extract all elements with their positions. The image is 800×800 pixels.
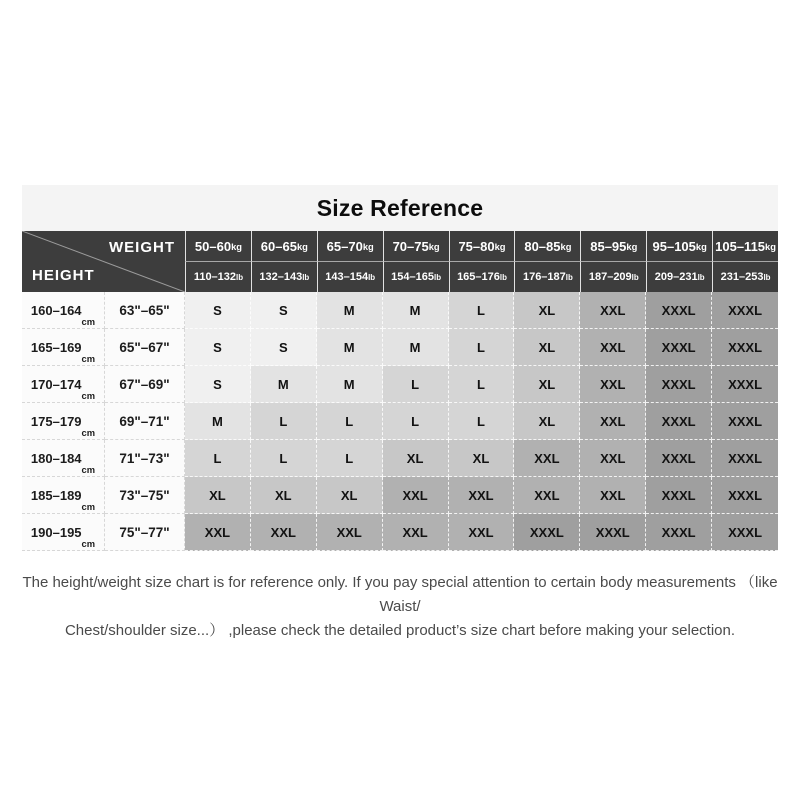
size-cell-value: L	[345, 413, 354, 429]
size-cell	[449, 514, 515, 551]
size-cell-value: S	[278, 302, 288, 318]
weight-lb-cell	[712, 262, 778, 292]
weight-lb-cell-value: 187–209	[588, 271, 632, 283]
size-cell	[646, 477, 712, 514]
height-cell	[22, 440, 105, 477]
height-inches-cell-value: 69"–71"	[119, 413, 170, 429]
size-cell-value: S	[213, 302, 222, 318]
size-cell	[383, 477, 449, 514]
size-cell-value: XXL	[600, 487, 626, 503]
size-cell-value: XL	[538, 339, 556, 355]
weight-lb-cell	[514, 262, 580, 292]
size-cell	[580, 366, 646, 403]
size-cell-value: XXL	[600, 339, 626, 355]
size-cell	[712, 292, 778, 329]
weight-kg-cell	[383, 231, 449, 262]
size-cell	[251, 403, 317, 440]
weight-lb-cell	[251, 262, 317, 292]
title-bar	[22, 185, 778, 231]
weight-kg-cell-value: 70–75	[392, 238, 429, 254]
size-cell-value: L	[345, 450, 354, 466]
weight-lb-cell	[580, 262, 646, 292]
size-cell	[646, 329, 712, 366]
weight-kg-cell-unit: kg	[296, 241, 308, 252]
height-cell-unit: cm	[81, 465, 96, 475]
size-cell-value: L	[477, 376, 485, 392]
size-cell-value: M	[409, 302, 421, 318]
height-inches-cell	[105, 366, 185, 403]
size-cell-value: XL	[406, 450, 424, 466]
weight-lb-cell-unit: lb	[763, 273, 771, 282]
size-reference-chart	[22, 185, 778, 551]
size-cell	[712, 440, 778, 477]
disclaimer-line-2: Chest/shoulder size...） ,please check the detailed product’s size chart before making your selection.	[64, 622, 736, 639]
size-cell-value: XL	[538, 413, 556, 429]
disclaimer-line-1: The height/weight size chart is for reference only. If you pay special attention to certain body measurements （like Waist/	[22, 574, 778, 615]
size-cell	[185, 514, 251, 551]
size-cell	[251, 477, 317, 514]
height-cell-unit: cm	[81, 354, 96, 364]
size-cell-value: S	[278, 339, 288, 355]
size-cell	[317, 440, 383, 477]
height-cell	[22, 403, 105, 440]
size-cell-value: XXL	[204, 524, 231, 540]
size-cell	[251, 514, 317, 551]
weight-lb-cell-unit: lb	[565, 273, 573, 282]
size-cell	[383, 514, 449, 551]
size-cell-value: L	[477, 413, 485, 429]
size-cell	[185, 366, 251, 403]
height-cell-unit: cm	[81, 317, 96, 327]
size-cell	[449, 366, 515, 403]
size-cell	[317, 403, 383, 440]
height-cell-unit: cm	[81, 539, 96, 549]
weight-kg-cell-unit: kg	[362, 241, 374, 252]
weight-kg-cell-unit: kg	[231, 241, 242, 252]
size-cell-value: XXXL	[661, 339, 696, 355]
weight-kg-cell	[251, 231, 317, 262]
size-cell	[185, 329, 251, 366]
weight-lb-cell-value: 231–253	[720, 271, 764, 283]
size-cell	[449, 403, 515, 440]
weight-kg-cell-value: 80–85	[524, 238, 561, 254]
height-cell-value: 170–174	[30, 376, 82, 392]
height-inches-cell-value: 63"–65"	[119, 302, 170, 318]
table-row	[22, 366, 778, 403]
size-cell-value: M	[277, 376, 289, 392]
size-cell-value: XXL	[468, 524, 494, 540]
weight-lb-cell-value: 110–132	[193, 271, 237, 283]
size-cell	[580, 477, 646, 514]
table-row	[22, 403, 778, 440]
size-cell-value: M	[343, 302, 355, 318]
size-cell	[251, 292, 317, 329]
height-cell-value: 180–184	[30, 450, 82, 466]
size-cell	[317, 514, 383, 551]
weight-lb-cell-unit: lb	[302, 273, 310, 282]
size-cell	[514, 403, 580, 440]
size-cell-value: XXL	[534, 450, 560, 466]
size-cell	[383, 366, 449, 403]
size-cell	[514, 514, 580, 551]
height-cell	[22, 514, 105, 551]
page-title: Size Reference	[316, 194, 484, 221]
weight-lb-cell-value: 176–187	[522, 271, 566, 283]
height-cell-value: 165–169	[30, 339, 82, 355]
size-cell	[514, 329, 580, 366]
size-cell	[514, 366, 580, 403]
weight-lb-cell	[185, 262, 251, 292]
size-cell-value: XL	[340, 487, 358, 503]
size-cell	[317, 292, 383, 329]
weight-kg-cell	[449, 231, 515, 262]
size-cell-value: M	[343, 376, 355, 392]
height-inches-cell	[105, 477, 185, 514]
height-inches-cell	[105, 403, 185, 440]
size-cell	[646, 440, 712, 477]
height-cell-unit: cm	[81, 502, 96, 512]
size-cell	[580, 403, 646, 440]
height-inches-cell-value: 75"–77"	[119, 524, 170, 540]
size-cell-value: XXXL	[661, 487, 696, 503]
height-inches-cell	[105, 514, 185, 551]
size-cell-value: L	[477, 302, 485, 318]
size-cell-value: XXL	[270, 524, 296, 540]
height-axis-label: HEIGHT	[32, 267, 95, 284]
size-cell-value: XXL	[336, 524, 362, 540]
size-cell	[646, 366, 712, 403]
table-row	[22, 292, 778, 329]
size-cell	[383, 440, 449, 477]
table-row	[22, 514, 778, 551]
height-cell-unit: cm	[81, 391, 96, 401]
size-cell-value: XXXL	[529, 524, 564, 540]
size-cell	[251, 366, 317, 403]
size-cell-value: L	[477, 339, 485, 355]
height-inches-cell-value: 73"–75"	[119, 487, 170, 503]
height-inches-cell-value: 65"–67"	[119, 339, 170, 355]
size-cell-value: XXXL	[661, 524, 696, 540]
height-cell-value: 160–164	[30, 302, 82, 318]
size-cell	[383, 292, 449, 329]
weight-kg-cell	[712, 231, 778, 262]
size-cell	[712, 477, 778, 514]
size-cell	[317, 477, 383, 514]
table-row	[22, 440, 778, 477]
height-inches-cell	[105, 440, 185, 477]
weight-kg-cell-unit: kg	[765, 241, 776, 252]
weight-kg-cell	[514, 231, 580, 262]
weight-kg-cell-value: 95–105	[652, 238, 696, 254]
size-cell	[646, 514, 712, 551]
height-inches-cell-value: 67"–69"	[119, 376, 170, 392]
size-cell	[646, 403, 712, 440]
height-inches-cell	[105, 329, 185, 366]
table-row	[22, 477, 778, 514]
height-cell	[22, 292, 105, 329]
weight-lb-cell-unit: lb	[631, 273, 639, 282]
size-cell-value: L	[411, 376, 420, 392]
height-inches-cell	[105, 292, 185, 329]
size-cell-value: XL	[472, 450, 490, 466]
size-cell-value: XXXL	[728, 413, 763, 429]
size-cell-value: XXXL	[661, 450, 696, 466]
size-cell	[449, 477, 515, 514]
size-cell	[646, 292, 712, 329]
weight-lb-cell-value: 165–176	[457, 271, 500, 283]
size-cell-value: XXL	[402, 487, 428, 503]
weight-lb-cell-unit: lb	[368, 273, 376, 282]
weight-lb-cell-unit: lb	[236, 273, 244, 282]
weight-kg-cell-value: 60–65	[260, 238, 297, 254]
weight-kg-cell	[646, 231, 712, 262]
height-cell	[22, 329, 105, 366]
weight-kg-cell-unit: kg	[428, 241, 440, 252]
size-cell	[317, 366, 383, 403]
size-cell-value: XXXL	[661, 376, 696, 392]
size-cell	[712, 403, 778, 440]
height-cell	[22, 366, 105, 403]
height-cell	[22, 477, 105, 514]
size-cell-value: L	[279, 450, 288, 466]
size-cell-value: M	[212, 413, 223, 429]
size-cell	[712, 329, 778, 366]
size-cell	[514, 477, 580, 514]
size-cell	[383, 403, 449, 440]
weight-kg-cell	[580, 231, 646, 262]
size-cell	[580, 514, 646, 551]
size-cell-value: L	[279, 413, 288, 429]
weight-kg-cell-value: 75–80	[458, 238, 495, 254]
size-cell-value: XXXL	[595, 524, 630, 540]
size-cell	[712, 514, 778, 551]
weight-axis-label: WEIGHT	[109, 239, 175, 256]
size-cell-value: XXL	[600, 302, 626, 318]
size-cell	[514, 292, 580, 329]
weight-lb-cell-value: 132–143	[259, 271, 303, 283]
size-cell-value: M	[343, 339, 355, 355]
weight-kg-cell-value: 85–95	[590, 238, 627, 254]
size-cell	[580, 292, 646, 329]
size-cell-value: XL	[538, 376, 556, 392]
size-cell-value: XXXL	[661, 302, 696, 318]
size-cell	[449, 440, 515, 477]
weight-kg-cell-value: 65–70	[326, 238, 363, 254]
height-inches-cell-value: 71"–73"	[119, 450, 170, 466]
size-cell-value: XXXL	[728, 450, 763, 466]
disclaimer	[0, 571, 800, 643]
weight-kg-cell-unit: kg	[695, 241, 707, 252]
size-cell	[383, 329, 449, 366]
size-cell-value: XXXL	[728, 302, 763, 318]
size-cell	[449, 292, 515, 329]
size-cell-value: XXL	[468, 487, 494, 503]
size-cell	[185, 292, 251, 329]
size-cell-value: XXL	[534, 487, 560, 503]
weight-kg-cell	[185, 231, 251, 262]
size-cell-value: XL	[275, 487, 292, 503]
size-cell-value: XXXL	[728, 376, 763, 392]
weight-lb-cell-value: 143–154	[325, 271, 369, 283]
size-cell-value: XXL	[600, 413, 626, 429]
size-cell-value: M	[409, 339, 421, 355]
size-cell-value: S	[213, 339, 222, 355]
size-cell	[251, 440, 317, 477]
table-body	[22, 292, 778, 551]
size-cell-value: XXXL	[728, 487, 763, 503]
weight-kg-cell-unit: kg	[560, 241, 572, 252]
size-cell-value: XL	[209, 487, 226, 503]
height-cell-value: 185–189	[30, 487, 82, 503]
size-cell	[185, 477, 251, 514]
size-cell-value: XXXL	[661, 413, 696, 429]
size-cell	[317, 329, 383, 366]
weight-lb-cell	[383, 262, 449, 292]
height-cell-unit: cm	[81, 428, 96, 438]
corner-cell	[22, 231, 185, 292]
weight-lb-cell-unit: lb	[434, 273, 442, 282]
weight-kg-cell-value: 105–115	[715, 238, 766, 254]
table-row	[22, 329, 778, 366]
table-header	[22, 231, 778, 292]
weight-lb-cell-value: 154–165	[391, 271, 434, 283]
size-cell-value: XXXL	[728, 524, 763, 540]
size-cell-value: XXL	[600, 376, 626, 392]
size-cell	[185, 403, 251, 440]
size-cell	[580, 440, 646, 477]
size-cell-value: L	[411, 413, 420, 429]
size-cell	[185, 440, 251, 477]
size-cell	[580, 329, 646, 366]
weight-lb-cell	[449, 262, 515, 292]
size-cell	[449, 329, 515, 366]
weight-lb-cell-unit: lb	[697, 273, 705, 282]
size-cell-value: XL	[538, 302, 556, 318]
size-cell-value: XXL	[402, 524, 428, 540]
weight-lb-cell	[317, 262, 383, 292]
size-cell	[251, 329, 317, 366]
weight-kg-cell-unit: kg	[626, 241, 638, 252]
weight-lb-cell	[646, 262, 712, 292]
weight-kg-cell-value: 50–60	[194, 238, 232, 254]
size-cell-value: L	[213, 450, 222, 466]
height-cell-value: 175–179	[30, 413, 82, 429]
size-cell	[514, 440, 580, 477]
size-cell-value: XXXL	[728, 339, 763, 355]
weight-kg-cell	[317, 231, 383, 262]
weight-lb-cell-value: 209–231	[654, 271, 698, 283]
weight-lb-cell-unit: lb	[499, 273, 507, 282]
height-cell-value: 190–195	[30, 524, 82, 540]
weight-kg-cell-unit: kg	[494, 241, 506, 252]
size-cell-value: S	[213, 376, 222, 392]
size-cell-value: XXL	[600, 450, 626, 466]
size-cell	[712, 366, 778, 403]
